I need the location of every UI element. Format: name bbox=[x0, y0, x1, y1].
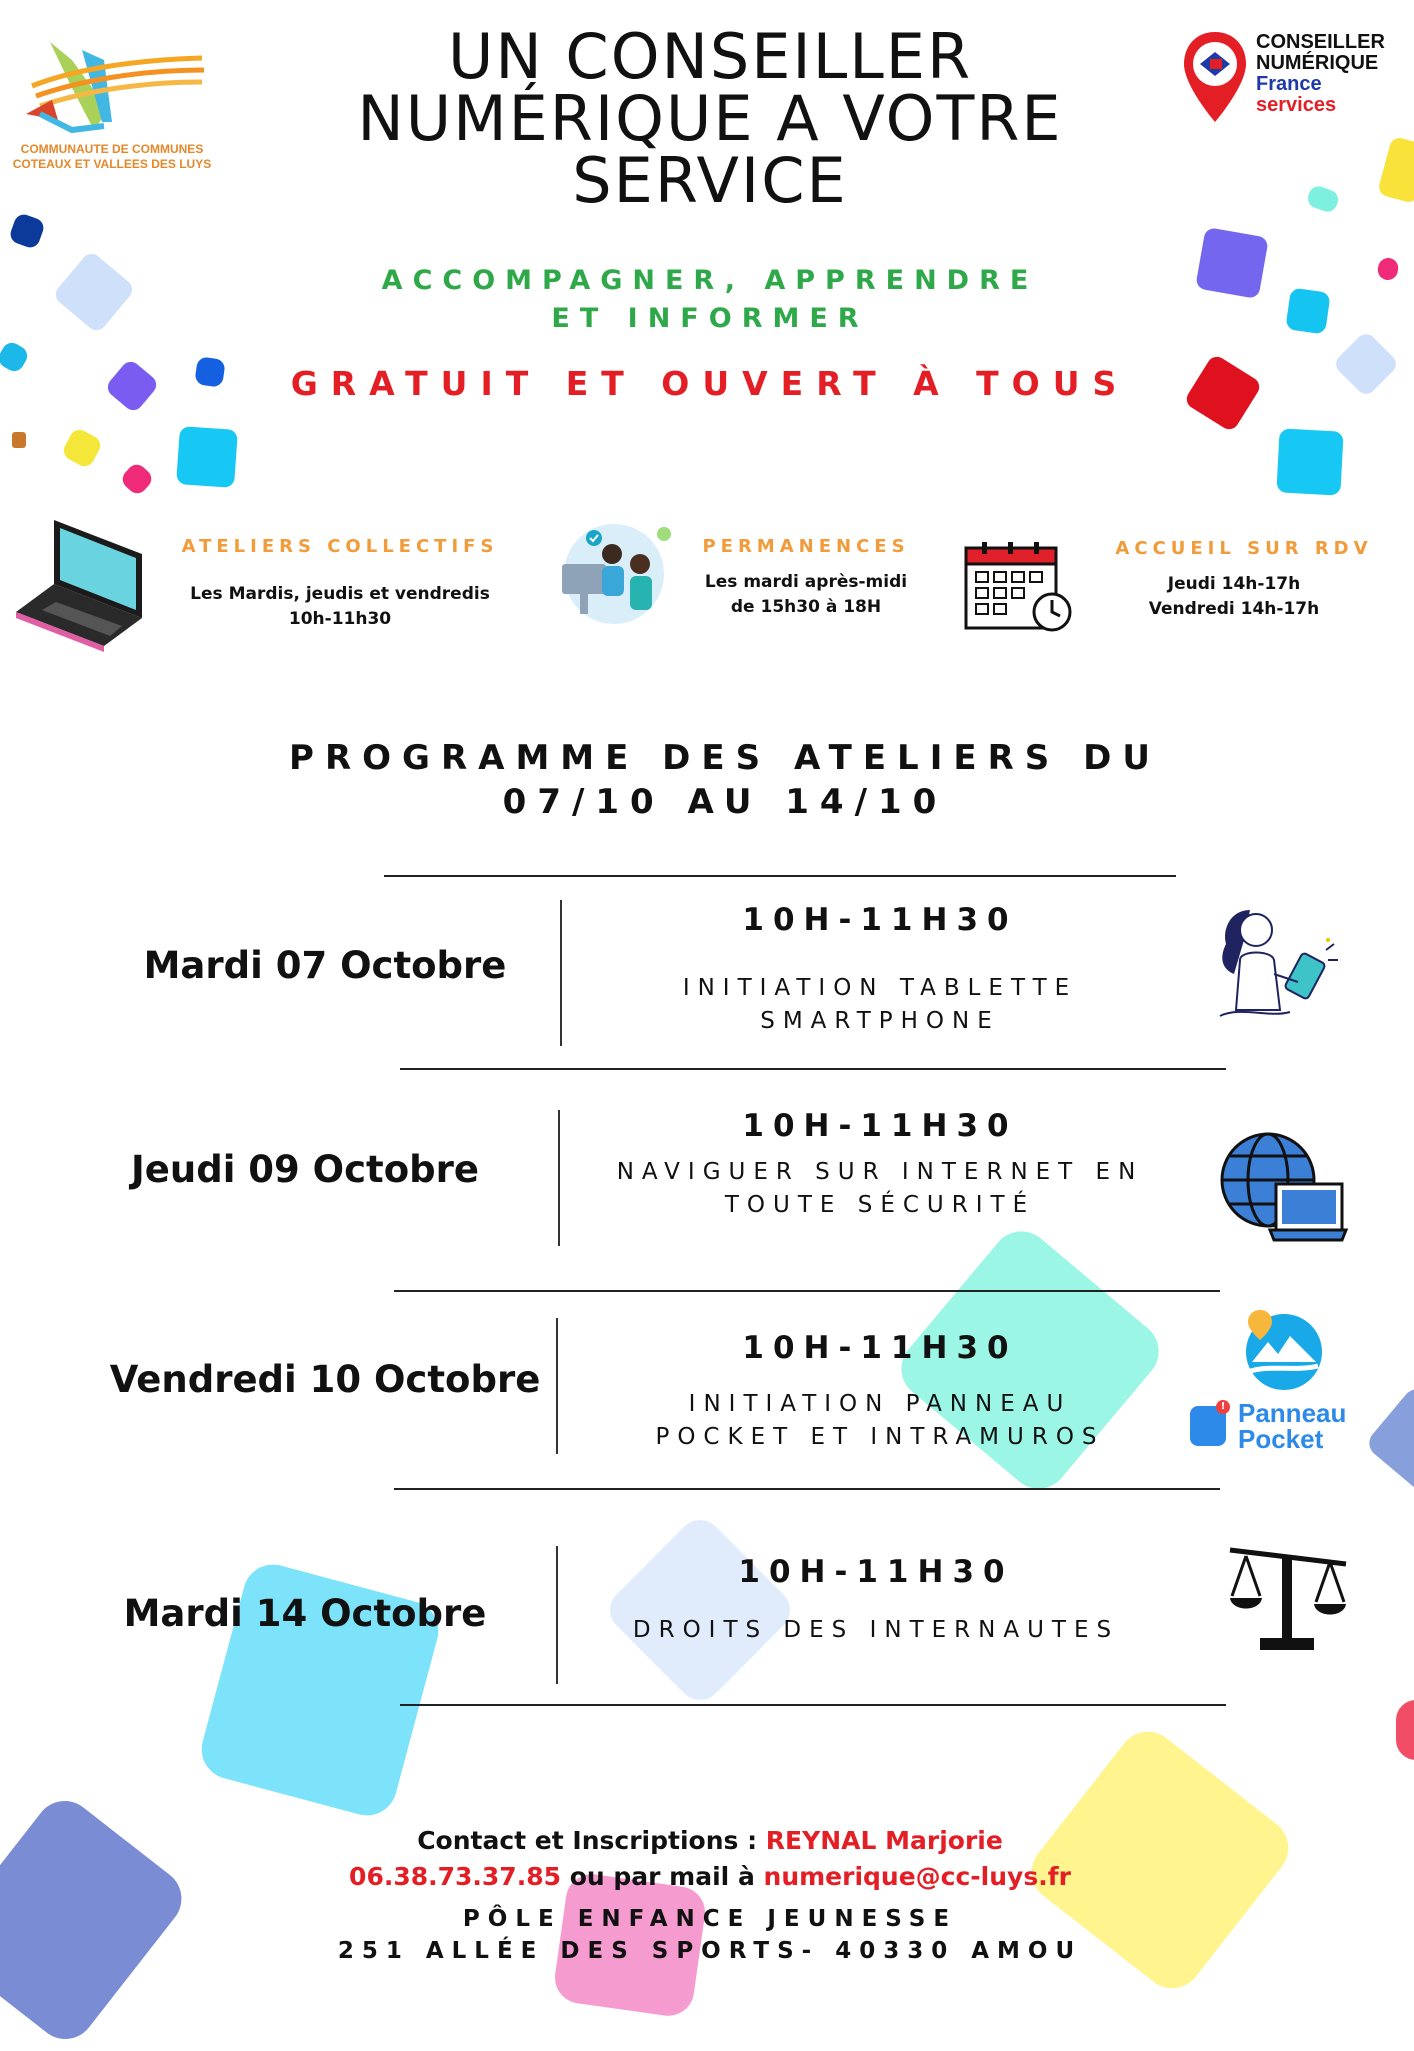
topic-line: DROITS DES INTERNAUTES bbox=[632, 1617, 1120, 1643]
globe-computer-icon bbox=[1218, 1130, 1348, 1250]
divider bbox=[400, 1068, 1226, 1070]
info-line: 10h-11h30 bbox=[288, 609, 392, 629]
topic-line: SMARTPHONE bbox=[760, 1008, 1000, 1034]
session-topic bbox=[580, 1388, 1180, 1454]
deco-square bbox=[1305, 184, 1341, 215]
session-topic bbox=[580, 972, 1180, 1038]
calendar-icon bbox=[962, 540, 1076, 638]
contact-label: Contact et Inscriptions : bbox=[417, 1826, 766, 1855]
info-line: Les mardi après-midi bbox=[704, 572, 908, 592]
deco-square bbox=[1183, 353, 1263, 433]
panneau-badge: ! bbox=[1216, 1400, 1230, 1414]
divider bbox=[394, 1488, 1220, 1490]
contact-line bbox=[300, 1826, 1120, 1855]
page-title bbox=[300, 20, 1120, 217]
cc-line-1: COMMUNAUTE DE COMMUNES bbox=[20, 142, 204, 156]
location-pin-icon bbox=[1180, 30, 1250, 126]
title-line-1: UN CONSEILLER bbox=[447, 20, 973, 93]
subtitle bbox=[330, 262, 1090, 338]
programme-title bbox=[250, 736, 1200, 824]
subtitle-line-2: ET INFORMER bbox=[551, 303, 869, 334]
deco-square bbox=[1285, 287, 1330, 334]
topic-line: NAVIGUER SUR INTERNET EN bbox=[616, 1159, 1144, 1185]
france-services-logo bbox=[1180, 30, 1410, 130]
mail-label: ou par mail à bbox=[561, 1862, 764, 1891]
email-link[interactable]: numerique@cc-luys.fr bbox=[763, 1862, 1071, 1891]
divider bbox=[384, 875, 1176, 877]
deco-square bbox=[601, 1511, 799, 1709]
deco-square bbox=[1195, 227, 1269, 299]
title-line-2: NUMÉRIQUE A VOTRE bbox=[357, 82, 1063, 155]
deco-square bbox=[1276, 428, 1343, 495]
deco-square bbox=[1396, 1700, 1414, 1760]
divider bbox=[394, 1290, 1220, 1292]
deco-square bbox=[0, 339, 31, 375]
session-time: 10H-11H30 bbox=[742, 902, 1018, 938]
title-line-3: SERVICE bbox=[572, 144, 848, 217]
free-banner: GRATUIT ET OUVERT À TOUS bbox=[290, 364, 1130, 403]
deco-square bbox=[52, 250, 137, 335]
fs-line-4: services bbox=[1256, 94, 1337, 116]
session-time: 10H-11H30 bbox=[742, 1330, 1018, 1366]
laptop-icon bbox=[14, 514, 154, 658]
deco-square bbox=[60, 426, 103, 469]
phone-link[interactable]: 06.38.73.37.85 bbox=[349, 1862, 561, 1891]
fs-line-2: NUMÉRIQUE bbox=[1256, 52, 1379, 74]
topic-line: INITIATION PANNEAU bbox=[688, 1391, 1072, 1417]
info-title-permanences: PERMANENCES bbox=[702, 536, 910, 557]
session-topic bbox=[576, 1614, 1176, 1647]
address-line-1: PÔLE ENFANCE JEUNESSE bbox=[462, 1906, 958, 1932]
info-line: Les Mardis, jeudis et vendredis bbox=[190, 584, 490, 604]
info-line: Vendredi 14h-17h bbox=[1148, 599, 1320, 619]
panneau-pocket-logo bbox=[1190, 1400, 1370, 1460]
session-time: 10H-11H30 bbox=[742, 1108, 1018, 1144]
deco-square bbox=[1332, 330, 1400, 398]
panneau-pocket-text bbox=[1238, 1400, 1346, 1452]
info-body-permanences bbox=[676, 570, 936, 620]
panneau-line: Panneau bbox=[1238, 1398, 1347, 1428]
deco-square bbox=[176, 426, 238, 488]
session-topic bbox=[580, 1156, 1180, 1222]
support-people-icon bbox=[556, 520, 676, 634]
info-body-accueil bbox=[1094, 572, 1374, 622]
deco-square bbox=[12, 432, 26, 448]
info-body-ateliers bbox=[160, 582, 520, 632]
session-day: Mardi 14 Octobre bbox=[123, 1592, 487, 1635]
programme-title-line-1: PROGRAMME DES ATELIERS DU bbox=[289, 738, 1161, 778]
woman-tablet-icon bbox=[1210, 900, 1350, 1034]
divider bbox=[400, 1704, 1226, 1706]
cc-line-2: COTEAUX ET VALLEES DES LUYS bbox=[12, 157, 212, 171]
programme-title-line-2: 07/10 AU 14/10 bbox=[502, 782, 948, 822]
fs-line-1: CONSEILLER bbox=[1256, 31, 1385, 53]
deco-square bbox=[8, 212, 46, 250]
info-title-accueil: ACCUEIL SUR RDV bbox=[1115, 538, 1373, 559]
contact-name: REYNAL Marjorie bbox=[765, 1826, 1003, 1855]
topic-line: TOUTE SÉCURITÉ bbox=[724, 1192, 1036, 1218]
info-line: de 15h30 à 18H bbox=[730, 597, 882, 617]
column-separator bbox=[556, 1546, 558, 1684]
deco-square bbox=[0, 1789, 194, 2051]
deco-square bbox=[104, 358, 160, 414]
info-title-ateliers: ATELIERS COLLECTIFS bbox=[181, 536, 499, 557]
session-day: Jeudi 09 Octobre bbox=[131, 1148, 479, 1191]
session-day: Vendredi 10 Octobre bbox=[109, 1358, 541, 1401]
deco-square bbox=[1364, 1384, 1414, 1497]
panneau-line: Pocket bbox=[1238, 1424, 1324, 1454]
deco-square bbox=[194, 356, 226, 388]
cc-emblem-icon bbox=[12, 30, 212, 142]
contact-details bbox=[300, 1862, 1120, 1891]
scales-of-justice-icon bbox=[1226, 1546, 1350, 1660]
intramuros-logo-icon bbox=[1238, 1306, 1324, 1394]
cc-logo bbox=[12, 30, 212, 180]
deco-square bbox=[119, 461, 156, 498]
session-day: Mardi 07 Octobre bbox=[143, 944, 507, 987]
subtitle-line-1: ACCOMPAGNER, APPRENDRE bbox=[381, 265, 1039, 296]
topic-line: POCKET ET INTRAMUROS bbox=[655, 1424, 1105, 1450]
address-line-2: 251 ALLÉE DES SPORTS- 40330 AMOU bbox=[337, 1938, 1083, 1964]
topic-line: INITIATION TABLETTE bbox=[682, 975, 1078, 1001]
deco-square bbox=[1376, 256, 1400, 281]
column-separator bbox=[558, 1110, 560, 1246]
fs-line-3: France bbox=[1256, 73, 1322, 95]
session-time: 10H-11H30 bbox=[738, 1554, 1014, 1590]
deco-square bbox=[1377, 136, 1414, 204]
info-line: Jeudi 14h-17h bbox=[1167, 574, 1301, 594]
